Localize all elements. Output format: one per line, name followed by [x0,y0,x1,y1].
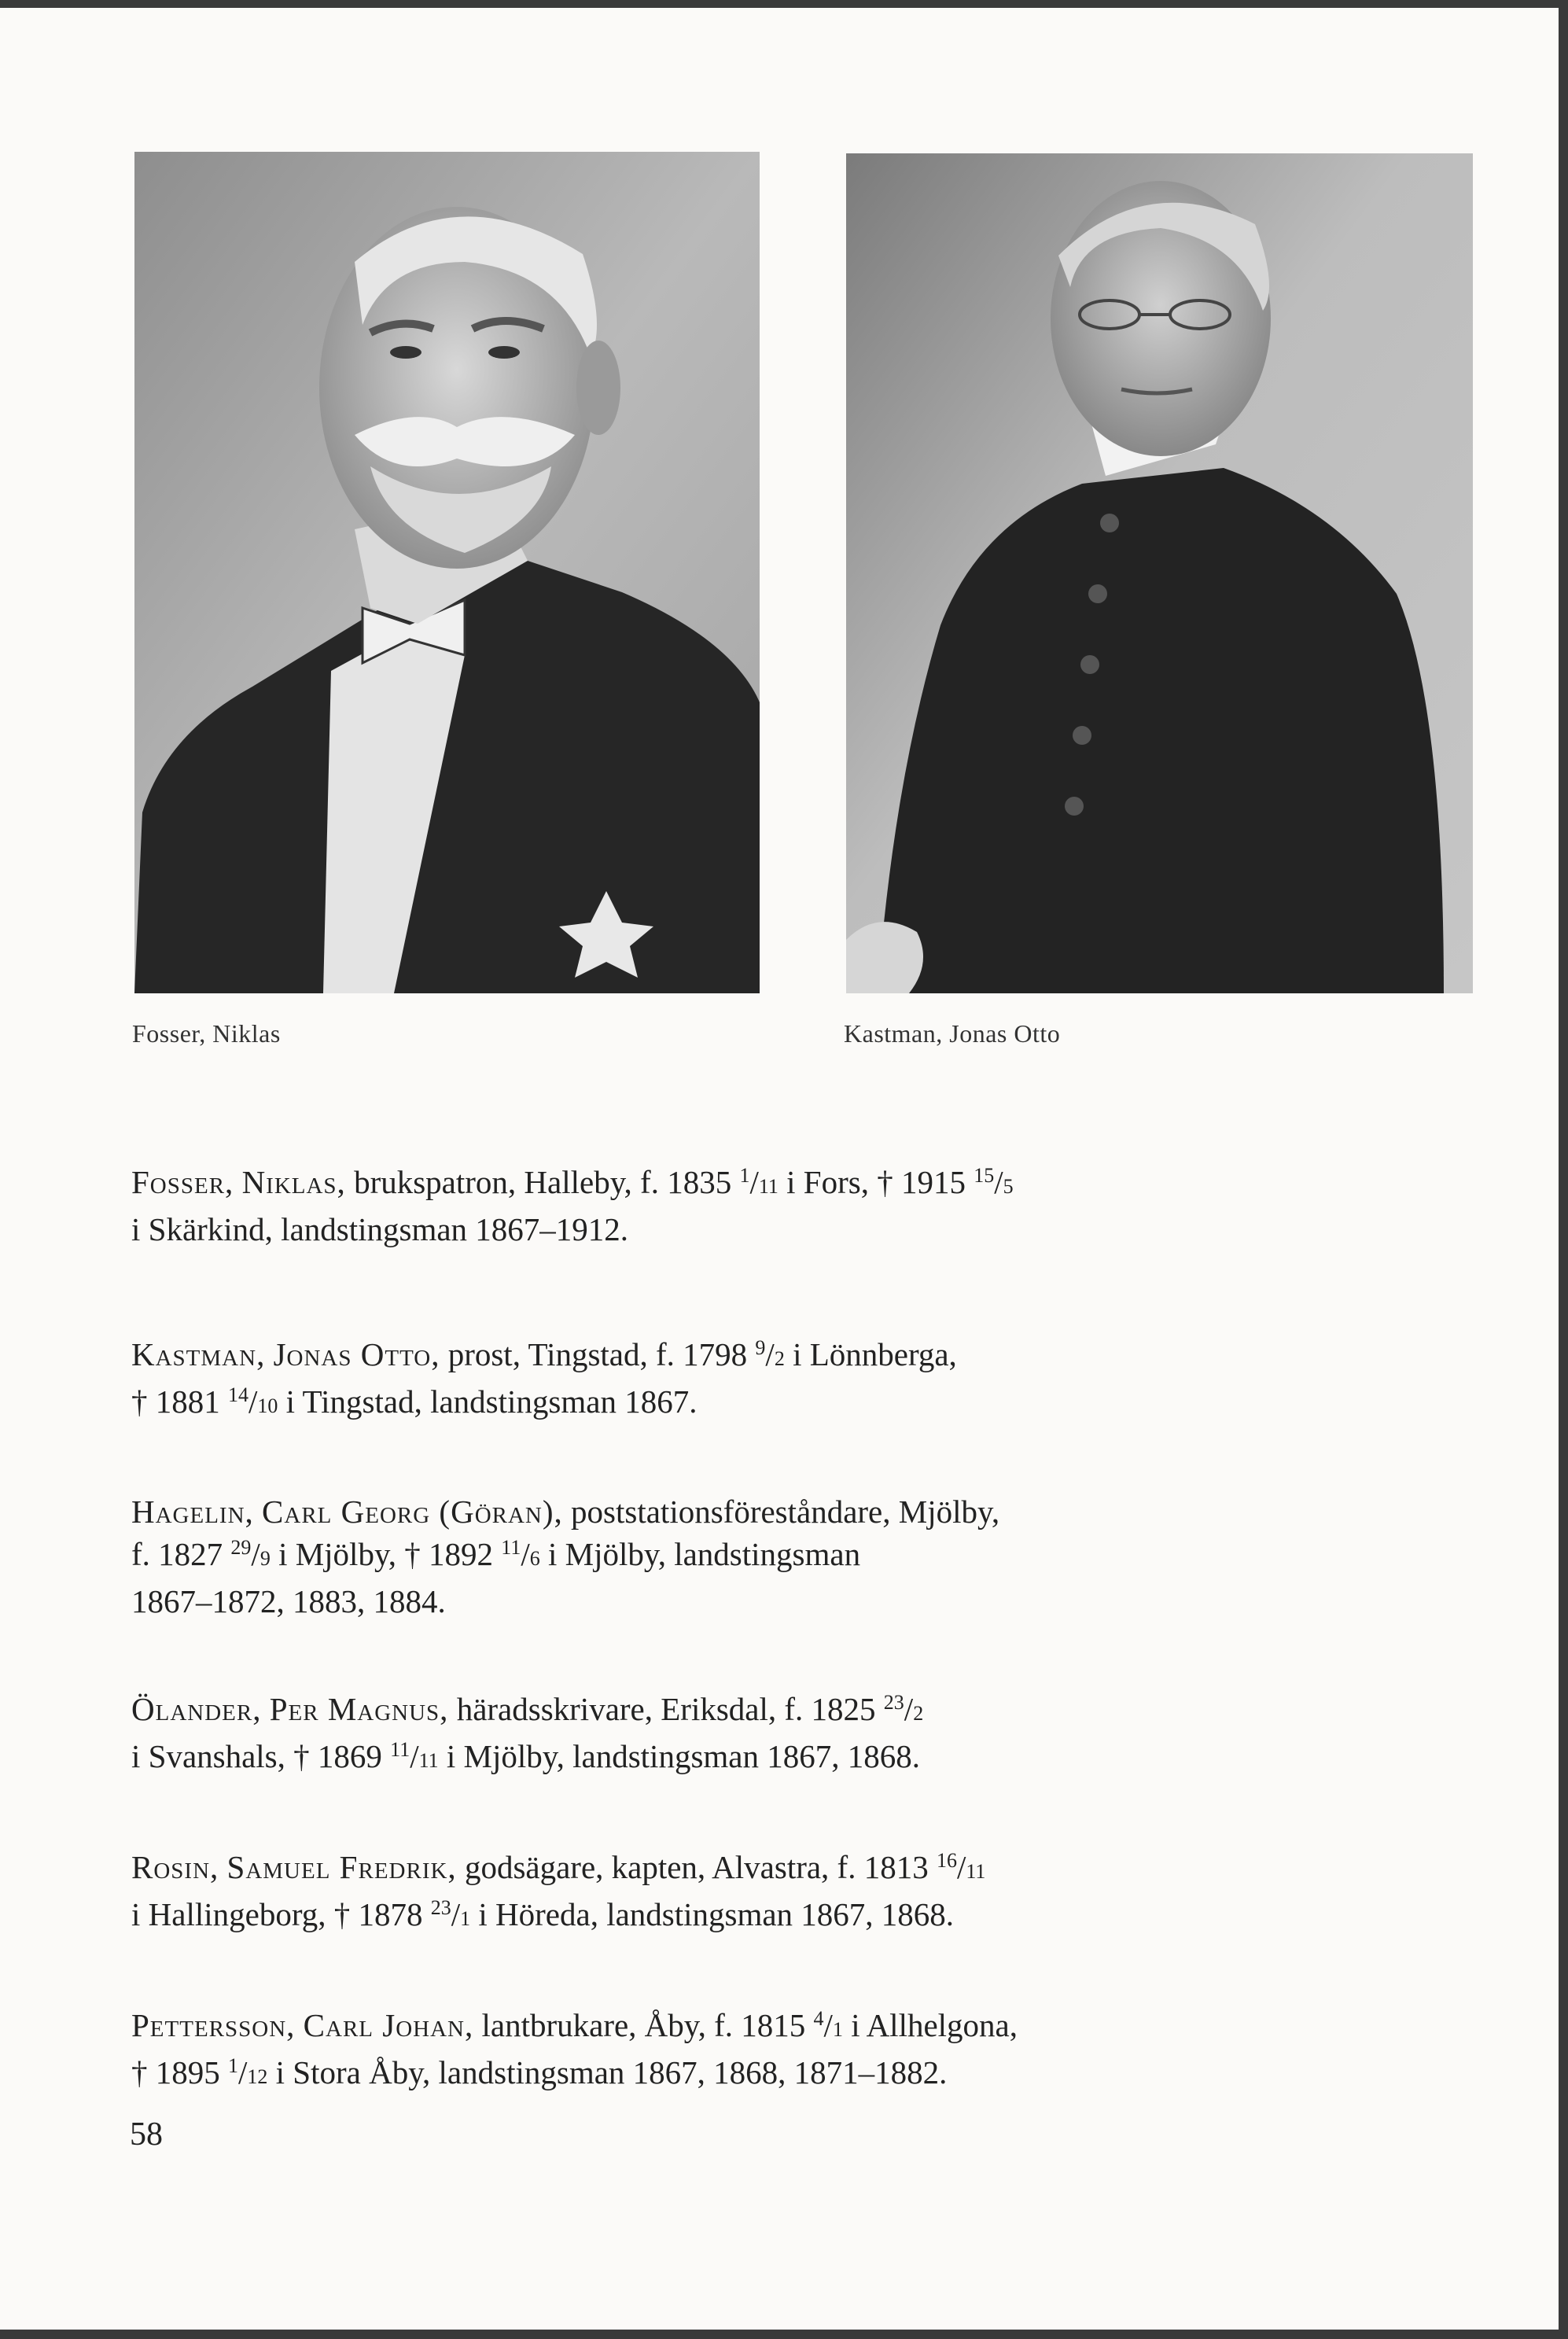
portrait-kastman-photo [846,153,1473,993]
date-day: 23 [430,1896,451,1919]
entry-surname: Fosser, [131,1164,234,1200]
entry-line: 1867–1872, 1883, 1884. [131,1583,446,1619]
entry-text: i Höreda, landstingsman 1867, 1868. [470,1896,955,1932]
entry-line [131,1846,1201,1893]
date-slash: / [765,1336,775,1372]
entry-given-name: Samuel Fredrik, [226,1849,457,1885]
entry-text: i Stora Åby, landstingsman 1867, 1868, 1871–1882. [267,2054,948,2090]
entry-text: i Mjölby, landstingsman 1867, 1868. [438,1738,920,1774]
entry-line [131,1735,1201,1782]
entry-line [131,1533,1201,1580]
date-slash: / [248,1383,258,1420]
date-slash: / [994,1164,1003,1200]
entry-kastman [131,1333,1201,1427]
date-day: 14 [228,1383,248,1406]
entry-text: lantbrukare, Åby, f. 1815 [473,2007,814,2043]
entry-text: prost, Tingstad, f. 1798 [440,1336,756,1372]
entry-line [131,1893,1201,1940]
entry-text: i Tingstad, landstingsman 1867. [278,1383,698,1420]
entry-line [131,1333,1201,1380]
page-edge-right [1559,0,1568,2339]
date-month: 5 [1003,1175,1014,1198]
date-day: 9 [755,1336,766,1359]
entry-text: i Hallingeborg, † 1878 [131,1896,431,1932]
entry-text: i Fors, † 1915 [778,1164,974,1200]
caption-kastman: Kastman, Jonas Otto [844,1019,1061,1048]
entry-text: brukspatron, Halleby, f. 1835 [345,1164,740,1200]
date-day: 11 [501,1536,521,1559]
date-day: 23 [883,1691,904,1714]
date-day: 15 [974,1164,995,1187]
date-slash: / [956,1849,966,1885]
entry-text: i Svanshals, † 1869 [131,1738,391,1774]
page-edge-top [0,0,1568,8]
date-month: 11 [758,1175,778,1198]
entry-line [131,2004,1201,2051]
date-slash: / [451,1896,461,1932]
entry-given-name: Niklas, [241,1164,346,1200]
entry-surname: Rosin, [131,1849,219,1885]
entry-text: † 1881 [131,1383,228,1420]
entry-line: i Skärkind, landstingsman 1867–1912. [131,1211,629,1247]
entry-surname: Kastman, [131,1336,266,1372]
entry-pettersson [131,2004,1201,2098]
date-day: 11 [390,1738,410,1761]
entry-line [131,2051,1201,2098]
entry-fosser [131,1161,1201,1251]
date-day: 29 [230,1536,252,1559]
date-slash: / [904,1691,914,1727]
date-month: 1 [460,1907,471,1930]
date-slash: / [251,1536,260,1572]
entry-text: i Lönnberga, [784,1336,957,1372]
entry-line [131,1161,1201,1208]
entry-surname: Hagelin, [131,1494,254,1530]
entry-text: godsägare, kapten, Alvastra, f. 1813 [456,1849,937,1885]
date-month: 11 [966,1860,986,1883]
date-month: 11 [418,1749,439,1772]
date-month: 12 [247,2065,268,2088]
date-month: 10 [257,1394,278,1417]
entry-rosin [131,1846,1201,1940]
date-day: 1 [739,1164,750,1187]
entry-text: häradsskrivare, Eriksdal, f. 1825 [448,1691,884,1727]
entry-given-name: Jonas Otto, [273,1336,440,1372]
date-day: 4 [813,2007,824,2030]
entry-surname: Ölander, [131,1691,262,1727]
date-slash: / [749,1164,759,1200]
entry-olander [131,1688,1201,1782]
portrait-fosser-photo [134,152,760,993]
date-slash: / [521,1536,530,1572]
date-slash: / [823,2007,833,2043]
entry-text: f. 1827 [131,1536,231,1572]
date-month: 6 [529,1547,540,1570]
entry-hagelin [131,1490,1201,1623]
caption-fosser: Fosser, Niklas [132,1019,281,1048]
entry-text: i Mjölby, landstingsman [539,1536,861,1572]
entry-line [131,1380,1201,1427]
entry-line [131,1688,1201,1735]
entry-text: poststationsföreståndare, Mjölby, [562,1494,1000,1530]
date-month: 2 [913,1702,924,1725]
date-day: 16 [936,1849,957,1872]
date-day: 1 [228,2054,238,2077]
entry-text: † 1895 [131,2054,228,2090]
date-month: 1 [832,2018,843,2041]
date-slash: / [410,1738,419,1774]
date-month: 2 [774,1347,785,1370]
page-edge-bottom [0,2330,1568,2339]
entry-text: i Mjölby, † 1892 [270,1536,502,1572]
entry-given-name: Carl Johan, [303,2007,474,2043]
entry-surname: Pettersson, [131,2007,296,2043]
entry-given-name: Carl Georg (Göran), [262,1494,563,1530]
page-number: 58 [130,2116,163,2153]
date-slash: / [238,2054,248,2090]
date-month: 9 [259,1547,271,1570]
entry-given-name: Per Magnus, [269,1691,449,1727]
entry-text: i Allhelgona, [842,2007,1018,2043]
entry-line [131,1490,1201,1533]
